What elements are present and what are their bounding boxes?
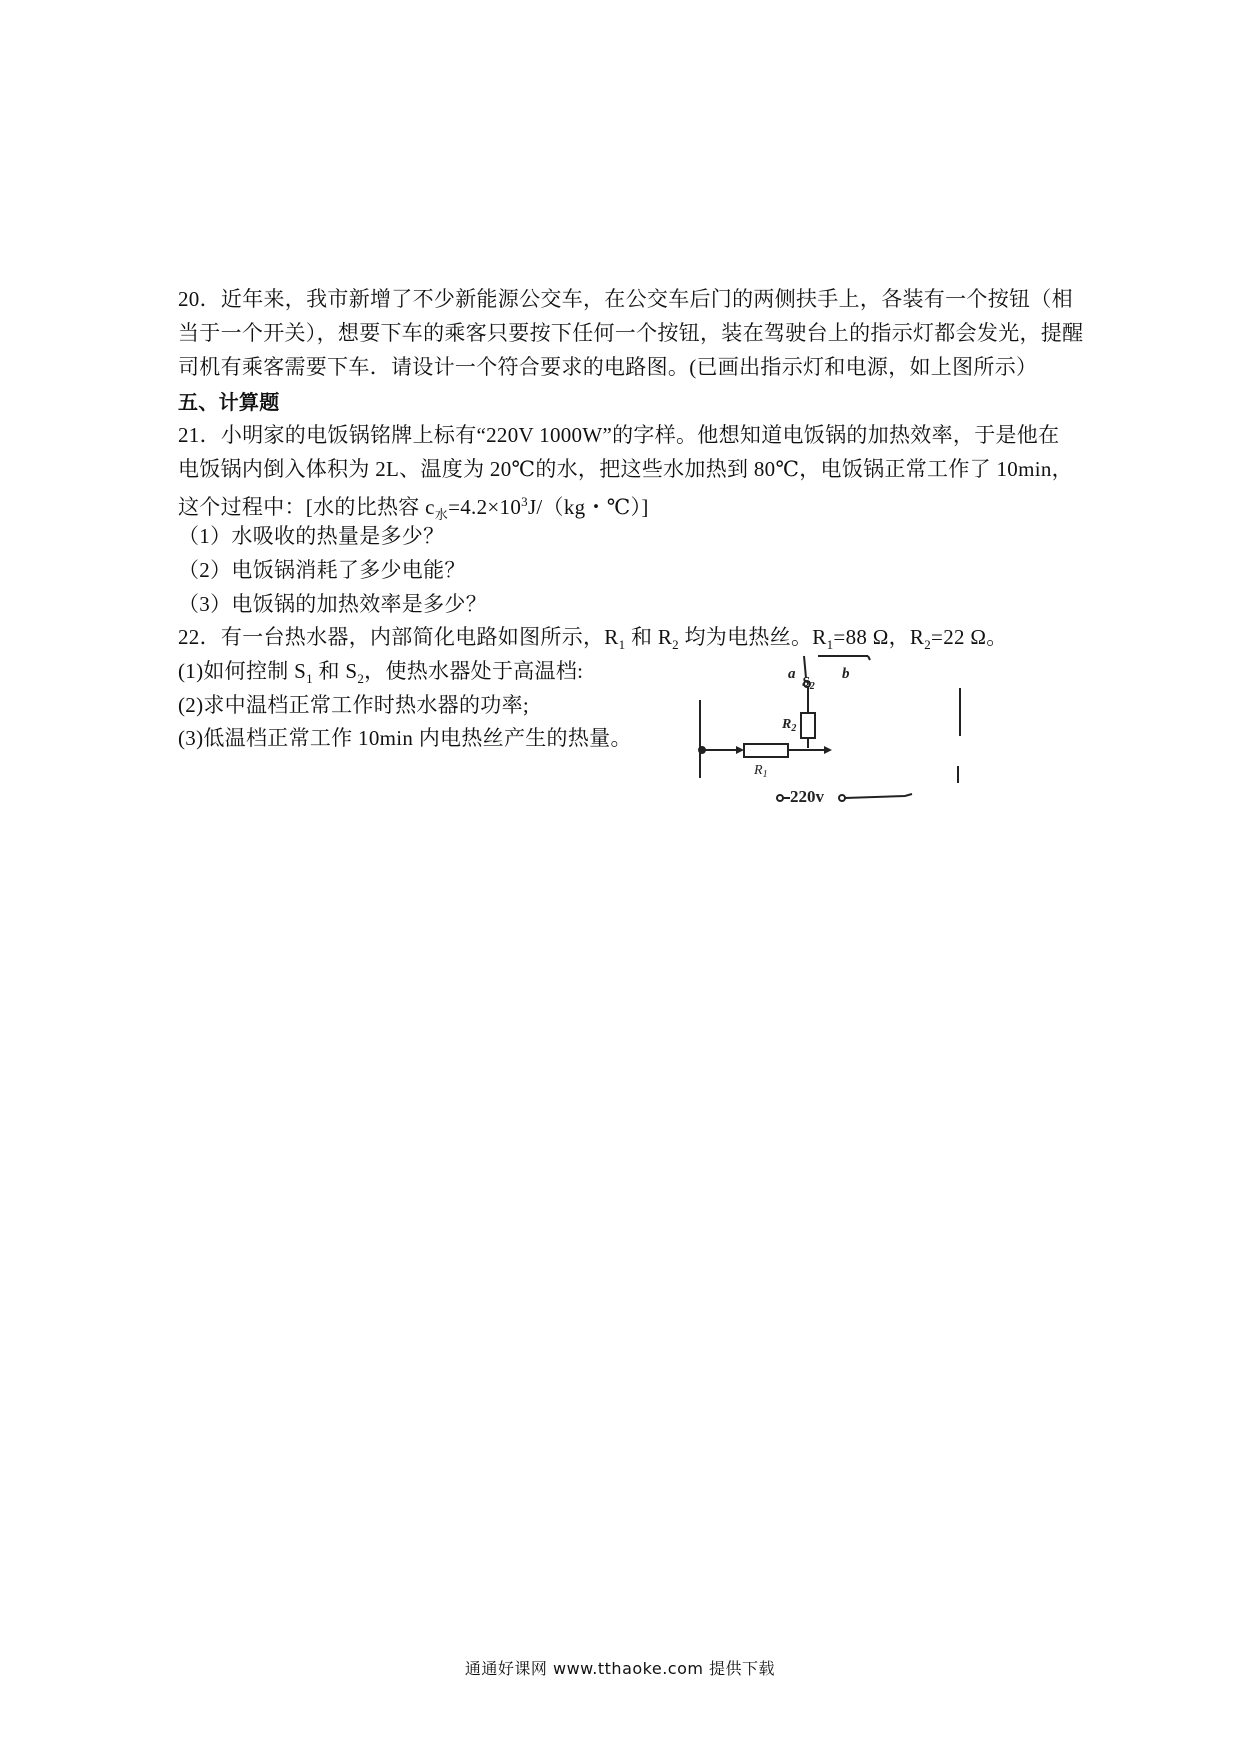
section-heading: 五、计算题 [178, 390, 280, 414]
q22-sub-r1b: 1 [826, 637, 834, 653]
label-r1-sub: 1 [762, 769, 768, 780]
q21-line-1: 21．小明家的电饭锅铭牌上标有“220V 1000W”的字样。他想知道电饭锅的加热效率，于是他在 [178, 423, 1060, 447]
q22-part-1-a: (1)如何控制 S [178, 659, 307, 683]
q21-line-3-text-c: J/（kg・℃）] [527, 495, 649, 519]
q22-sub-r2: 2 [672, 637, 679, 653]
bottom-wire-right [845, 794, 912, 798]
label-r2-sub: 2 [791, 723, 797, 734]
q22-part-1-b: 和 S [312, 659, 358, 683]
q20-line-2: 当于一个开关），想要下车的乘客只要按下任何一个按钮，装在驾驶台上的指示灯都会发光，提醒 [178, 321, 1084, 345]
q22-part-2: (2)求中温档正常工作时热水器的功率; [178, 693, 530, 717]
q20-line-3: 司机有乘客需要下车．请设计一个符合要求的电路图。(已画出指示灯和电源，如上图所示） [178, 355, 1038, 379]
q22-sub-r1: 1 [618, 637, 626, 653]
q22-part-1-sub-s1: 1 [306, 671, 313, 687]
label-s2-sub: 2 [809, 681, 815, 692]
q21-line-2: 电饭锅内倒入体积为 2L、温度为 20℃的水，把这些水加热到 80℃，电饭锅正常工作了 10min， [178, 457, 1073, 481]
q22-part-1-sub-s2: 2 [357, 671, 365, 687]
circuit-diagram [690, 648, 970, 818]
label-r1-letter: R [754, 763, 763, 778]
q20-line-1: 20．近年来，我市新增了不少新能源公交车，在公交车后门的两侧扶手上，各装有一个按钮（相 [178, 287, 1073, 311]
q21-superscript: 3 [521, 494, 528, 509]
label-b: b [842, 666, 850, 682]
q21-sub-3: （3）电饭锅的加热效率是多少？ [178, 592, 487, 616]
q21-line-3-text-a: 这个过程中：[水的比热容 c [178, 495, 435, 519]
q22-intro-c: 均为电热丝。R [678, 625, 827, 649]
resistor-r1 [744, 744, 788, 757]
arrow-icon [824, 746, 832, 754]
q22-part-3: (3)低温档正常工作 10min 内电热丝产生的热量。 [178, 726, 632, 750]
resistor-r2 [801, 713, 815, 738]
q22-intro-b: 和 R [625, 625, 673, 649]
page-footer: 通通好课网 www.tthaoke.com 提供下载 [464, 1659, 776, 1678]
terminal-left [777, 795, 783, 801]
label-a: a [788, 666, 796, 682]
label-r1 [753, 763, 768, 780]
label-voltage: 220v [790, 787, 824, 806]
arrow-icon [736, 746, 744, 754]
q22-intro-d: =88 Ω，R [833, 625, 925, 649]
q22-sub-r2b: 2 [924, 637, 932, 653]
q21-sub-2: （2）电饭锅消耗了多少电能？ [178, 558, 466, 582]
label-s2-letter: S [802, 675, 810, 690]
label-r2-letter: R [782, 717, 792, 732]
q21-subscript-water: 水 [434, 507, 449, 523]
label-s2 [802, 675, 815, 692]
q22-part-1-c: ，使热水器处于高温档: [364, 659, 584, 683]
q22-intro-a: 22．有一台热水器，内部简化电路如图所示，R [178, 625, 619, 649]
terminal-right [839, 795, 845, 801]
q22-part-1 [178, 656, 583, 694]
label-r2 [781, 717, 796, 734]
q21-sub-1: （1）水吸收的热量是多少？ [178, 524, 445, 548]
q21-line-3-text-b: =4.2×10 [448, 495, 522, 519]
terminal-b-end [868, 656, 870, 660]
q22-intro-e: =22 Ω。 [931, 625, 1008, 649]
